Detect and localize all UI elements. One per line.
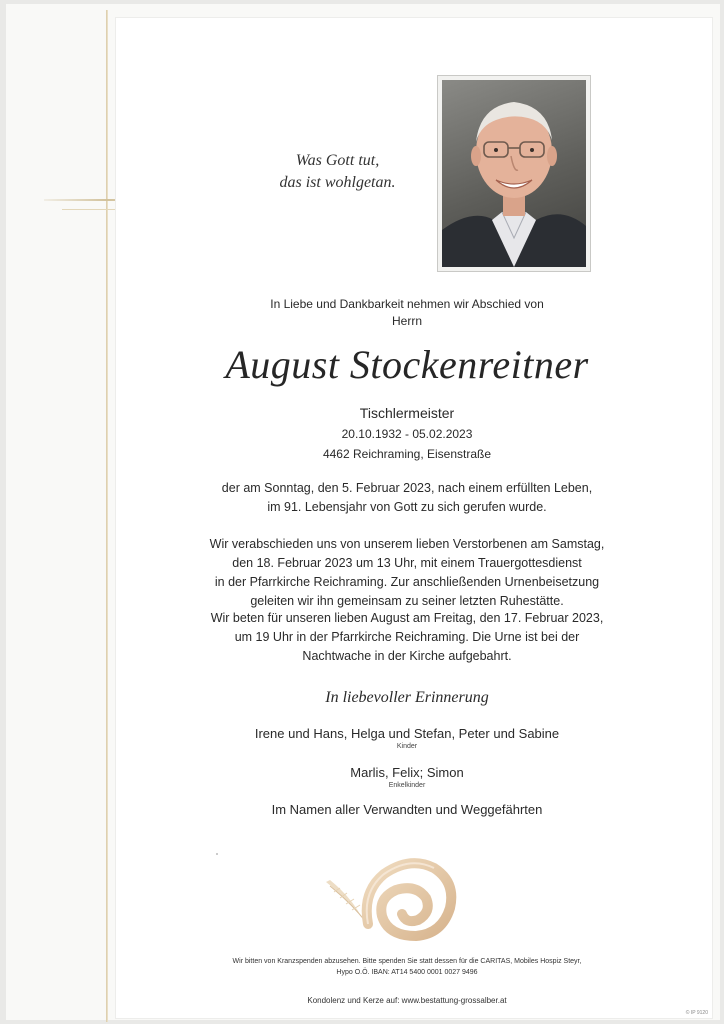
intro-line-1: In Liebe und Dankbarkeit nehmen wir Abschied von — [270, 297, 544, 311]
print-speck — [216, 853, 218, 855]
donation-line-2: Hypo O.Ö. IBAN: AT14 5400 0001 0027 9496 — [336, 969, 478, 976]
family-children: Irene und Hans, Helga und Stefan, Peter und Sabine — [254, 726, 560, 741]
prayer-line: um 19 Uhr in der Pfarrkirche Reichraming. Die Urne ist bei der — [234, 630, 580, 644]
memory-heading: In liebevoller Erinnerung — [325, 689, 489, 706]
portrait-illustration — [442, 80, 586, 267]
funeral-line: geleiten wir ihn gemeinsam zu seiner letzten Ruhestätte. — [250, 594, 564, 608]
death-line: der am Sonntag, den 5. Februar 2023, nach einem erfüllten Leben, — [221, 481, 593, 495]
death-line: im 91. Lebensjahr von Gott zu sich gerufen wurde. — [267, 500, 547, 514]
imprint-mark: © IP 9120 — [685, 1010, 708, 1016]
donation-line-1: Wir bitten von Kranzspenden abzusehen. Bitte spenden Sie statt dessen für die CARITAS, Mobiles Hospiz Steyr, — [232, 958, 582, 965]
feather-ornament-icon — [322, 852, 462, 942]
family-others: Im Namen aller Verwandten und Weggefährten — [271, 802, 543, 817]
death-paragraph — [110, 479, 704, 517]
family-children-label: Kinder — [396, 743, 418, 750]
bible-quote — [250, 150, 425, 194]
quote-line-2: das ist wohlgetan. — [279, 174, 396, 191]
deceased-profession: Tischlermeister — [359, 405, 455, 421]
funeral-line: den 18. Februar 2023 um 13 Uhr, mit einem Trauergottesdienst — [232, 556, 582, 570]
intro-line-2: Herrn — [391, 314, 422, 328]
donation-note — [110, 956, 704, 978]
prayer-line: Nachtwache in der Kirche aufgebahrt. — [302, 649, 512, 663]
deceased-address: 4462 Reichraming, Eisenstraße — [322, 447, 492, 461]
cross-vertical-line — [106, 10, 108, 1022]
portrait-photo — [442, 80, 586, 267]
quote-line-1: Was Gott tut, — [295, 152, 380, 169]
life-dates: 20.10.1932 - 05.02.2023 — [341, 427, 473, 441]
family-grandchildren: Marlis, Felix; Simon — [350, 765, 464, 780]
prayer-paragraph — [110, 609, 704, 666]
funeral-line: Wir verabschieden uns von unserem lieben Verstorbenen am Samstag, — [209, 537, 605, 551]
prayer-line: Wir beten für unseren lieben August am Freitag, den 17. Februar 2023, — [210, 611, 604, 625]
funeral-line: in der Pfarrkirche Reichraming. Zur anschließenden Urnenbeisetzung — [214, 575, 600, 589]
deceased-name: August Stockenreitner — [225, 342, 589, 387]
family-grandchildren-label: Enkelkinder — [388, 782, 426, 789]
funeral-paragraph — [110, 535, 704, 611]
portrait-frame — [437, 75, 591, 272]
intro-text — [110, 296, 704, 330]
condolence-link[interactable]: Kondolenz und Kerze auf: www.bestattung-grossalber.at — [307, 996, 507, 1005]
